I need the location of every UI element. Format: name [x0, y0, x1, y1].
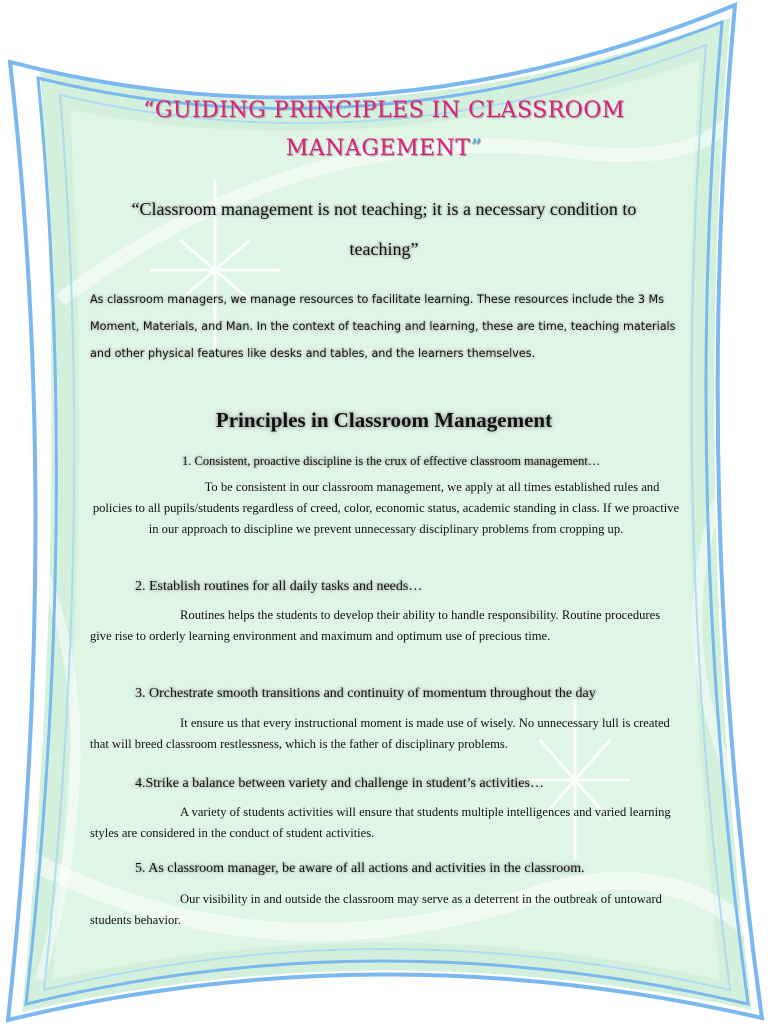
- principle-1-body: To be consistent in our classroom management, we apply at all times established rules and policies to all pupils/students regardless of creed, color, economic status, academic standing in class. If we proactive in our approach to discipline we prevent unnecessary disciplinary problems from cropping up.: [92, 480, 680, 536]
- principle-5-heading: 5. As classroom manager, be aware of all actions and activities in the classroom.: [135, 861, 585, 876]
- principle-3-heading: 3. Orchestrate smooth transitions and continuity of momentum throughout the day: [135, 686, 596, 701]
- principle-4-body: A variety of students activities will ensure that students multiple intelligences and varied learning styles are considered in the conduct of student activities.: [90, 805, 671, 840]
- title-line-2: MANAGEMENT”: [285, 136, 483, 161]
- document-title: [100, 92, 668, 168]
- title-line-1: “GUIDING PRINCIPLES IN CLASSROOM: [143, 98, 625, 123]
- principle-1-heading: 1. Consistent, proactive discipline is the crux of effective classroom management…: [182, 454, 601, 468]
- principle-2-body: Routines helps the students to develop their ability to handle responsibility. Routine procedures give rise to orderly learning environment and maximum and optimum use of precious time.: [90, 608, 661, 643]
- principle-2-heading: 2. Establish routines for all daily tasks and needs…: [135, 579, 423, 594]
- featured-quote: [100, 189, 668, 269]
- principle-5-body: Our visibility in and outside the classroom may serve as a deterrent in the outbreak of untoward students behavior.: [90, 892, 662, 927]
- principle-3-body: It ensure us that every instructional moment is made use of wisely. No unnecessary lull is created that will breed classroom restlessness, which is the father of disciplinary problems.: [90, 716, 670, 751]
- quote-line-1: “Classroom management is not teaching; it is a necessary condition to: [131, 199, 637, 219]
- intro-paragraph: As classroom managers, we manage resources to facilitate learning. These resources include the 3 Ms Moment, Materials, and Man. In the context of teaching and learning, these are time, teaching materials and other physical features like desks and tables, and the learners themselves.: [90, 293, 676, 360]
- quote-line-2: teaching”: [349, 239, 419, 259]
- section-heading: Principles in Classroom Management: [215, 408, 553, 432]
- principle-4-heading: 4.Strike a balance between variety and challenge in student’s activities…: [135, 776, 544, 791]
